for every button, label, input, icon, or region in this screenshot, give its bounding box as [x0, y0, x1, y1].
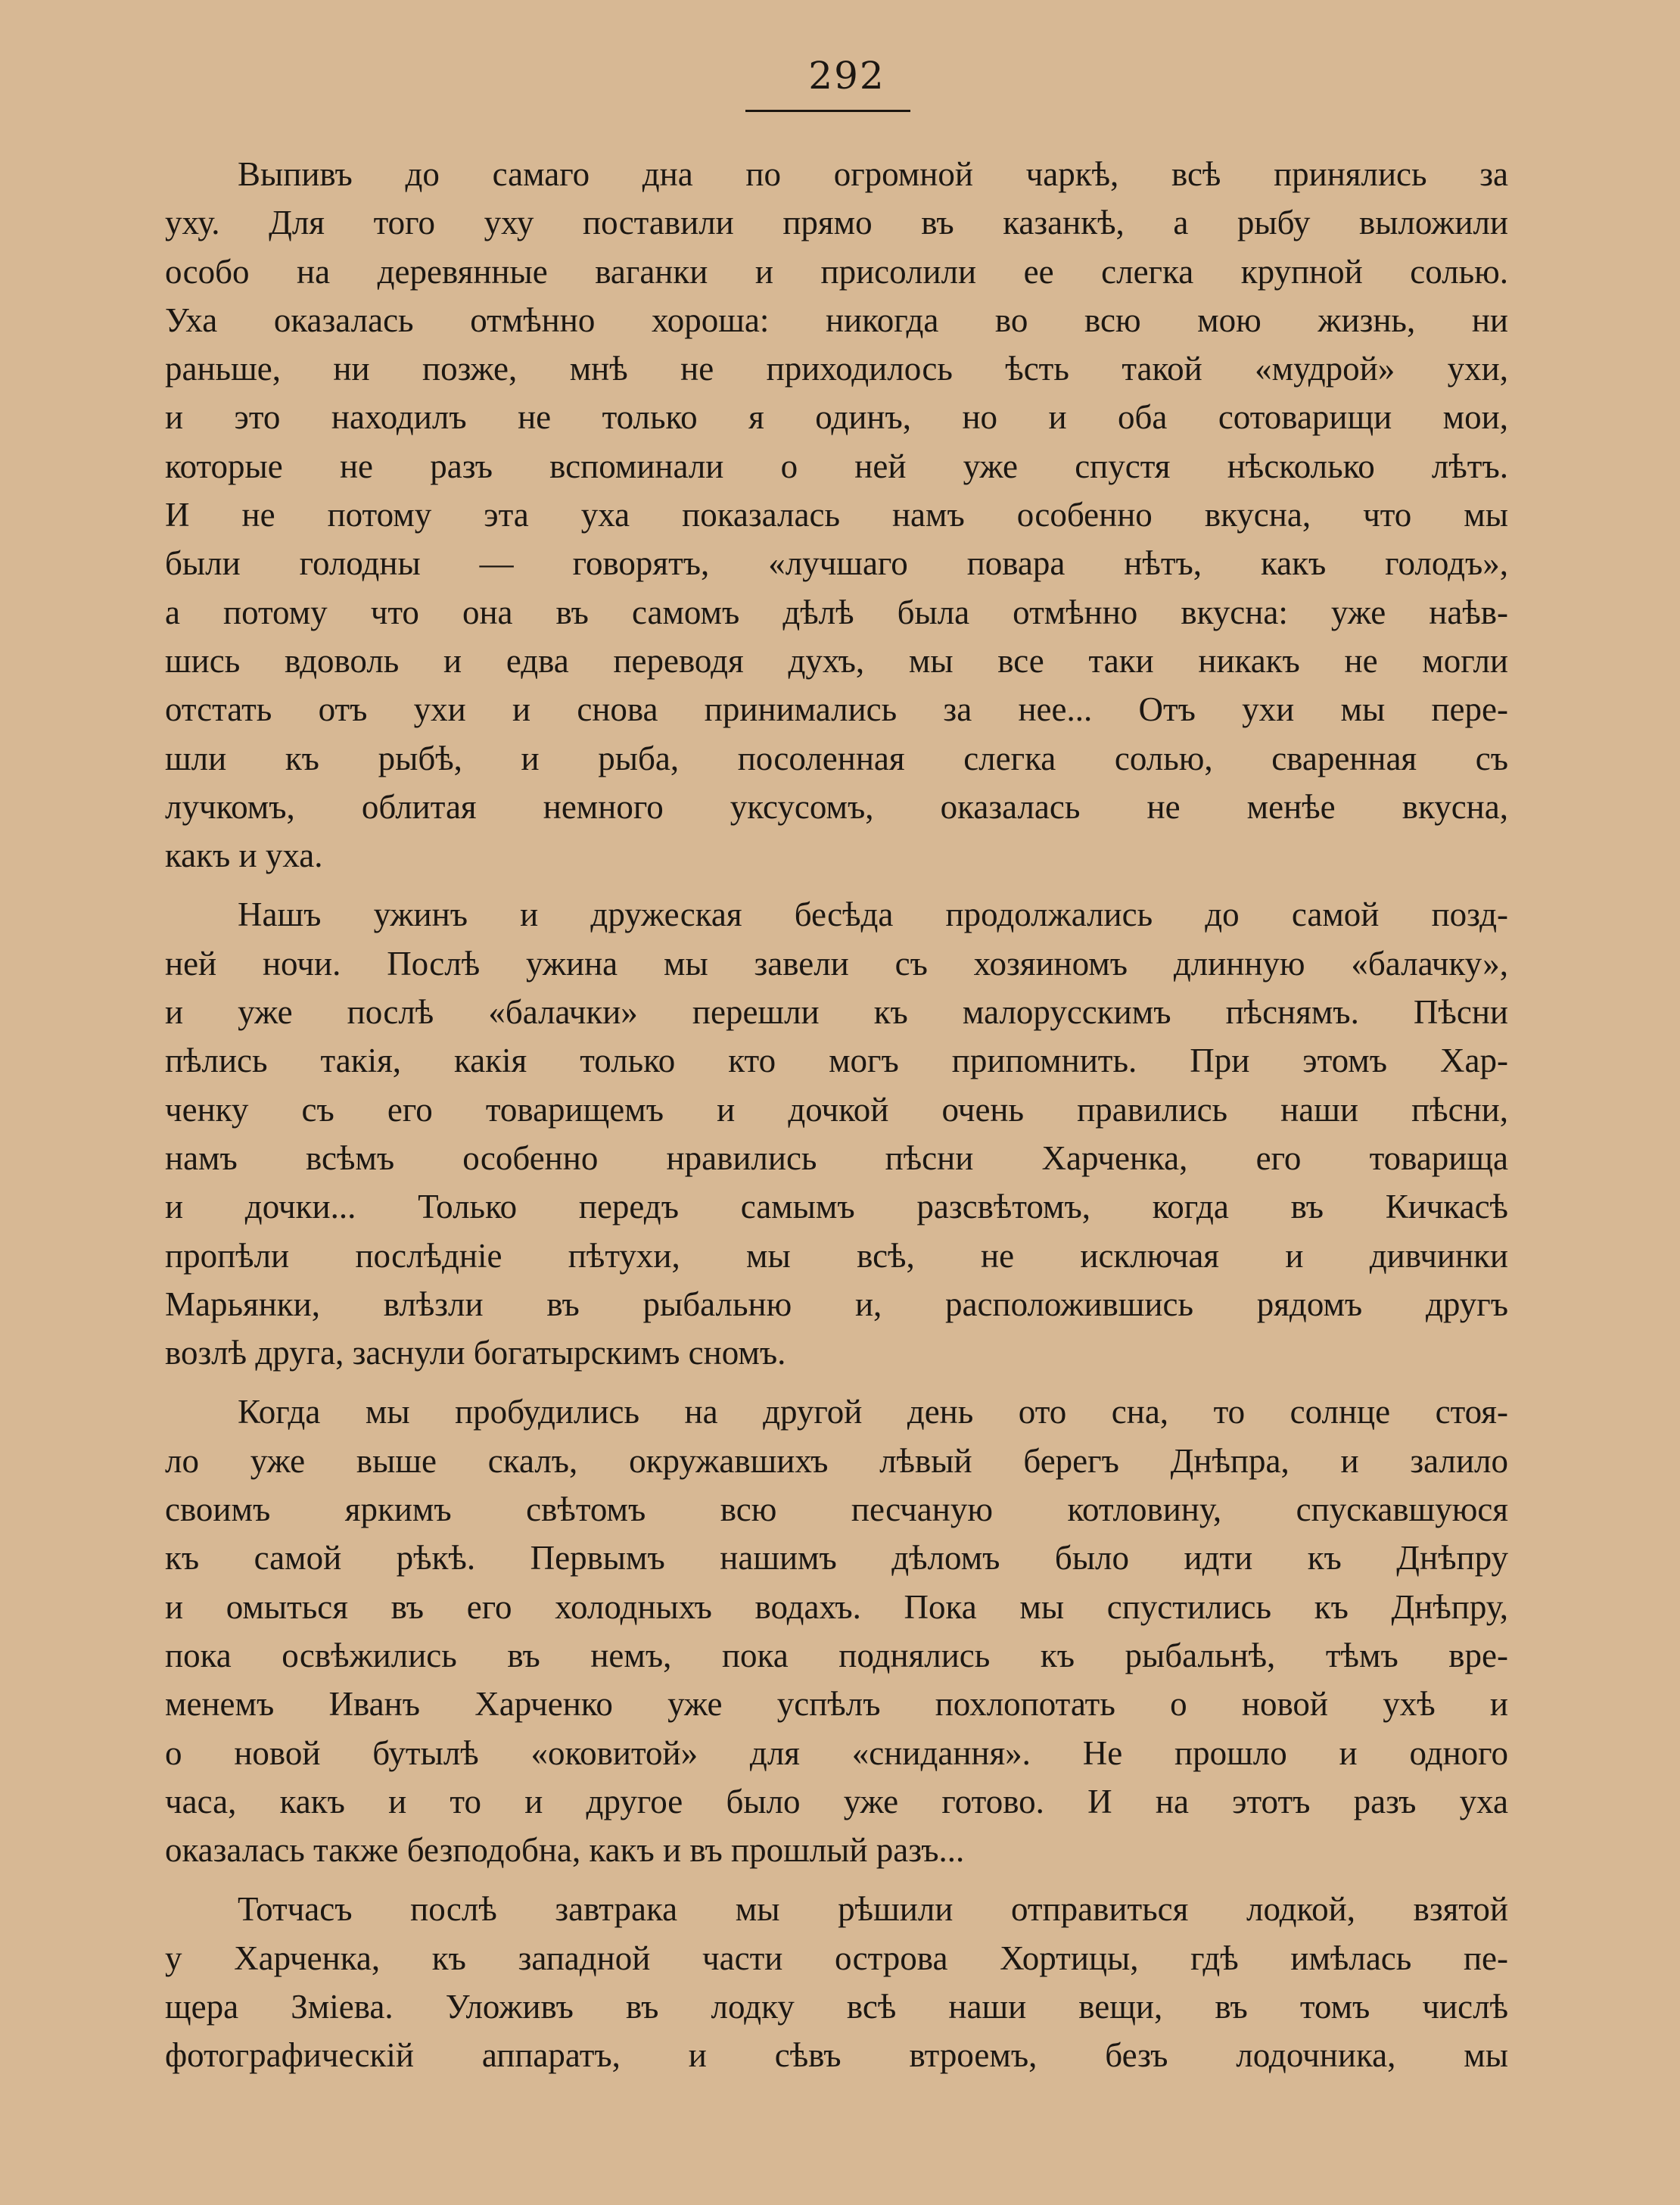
text-line: у Харченка, къ западной части острова Хортицы, гдѣ имѣлась пе-	[165, 1939, 1508, 1977]
text-line: оказалась также безподобна, какъ и въ прошлый разъ...	[165, 1831, 965, 1870]
text-line: намъ всѣмъ особенно нравились пѣсни Харченка, его товарища	[165, 1138, 1508, 1177]
page-number: 292	[808, 54, 885, 98]
text-line: И не потому эта уха показалась намъ особенно вкусна, что мы	[165, 496, 1508, 534]
text-line: пѣлись такія, какія только кто могъ припомнить. При этомъ Хар-	[165, 1042, 1508, 1080]
text-line: особо на деревянные ваганки и присолили ее слегка крупной солью.	[165, 252, 1508, 291]
paragraph	[165, 1387, 1508, 1874]
text-line: Выпивъ до самаго дна по огромной чаркѣ, всѣ принялись за	[238, 155, 1508, 193]
text-line: къ самой рѣкѣ. Первымъ нашимъ дѣломъ было идти къ Днѣпру	[165, 1539, 1508, 1577]
text-line: какъ и уха.	[165, 836, 323, 875]
text-line: и уже послѣ «балачки» перешли къ малорусскимъ пѣснямъ. Пѣсни	[165, 993, 1508, 1032]
text-line: и это находилъ не только я одинъ, но и оба сотоварищи мои,	[165, 398, 1508, 437]
text-line: и дочки... Только передъ самымъ разсвѣтомъ, когда въ Кичкасѣ	[165, 1188, 1508, 1226]
text-line: ло уже выше скалъ, окружавшихъ лѣвый берегъ Днѣпра, и залило	[165, 1441, 1508, 1480]
text-line: о новой бутылѣ «оковитой» для «снидання». Не прошло и одного	[165, 1733, 1508, 1772]
text-line: своимъ яркимъ свѣтомъ всю песчаную котловину, спускавшуюся	[165, 1490, 1508, 1529]
text-line: менемъ Иванъ Харченко уже успѣлъ похлопотать о новой ухѣ и	[165, 1685, 1508, 1724]
text-line: лучкомъ, облитая немного уксусомъ, оказалась не менѣе вкусна,	[165, 787, 1508, 826]
text-line: Марьянки, влѣзли въ рыбальню и, расположившись рядомъ другъ	[165, 1285, 1508, 1323]
text-line: уху. Для того уху поставили прямо въ казанкѣ, а рыбу выложили	[165, 204, 1508, 242]
text-line: раньше, ни позже, мнѣ не приходилось ѣсть такой «мудрой» ухи,	[165, 350, 1508, 388]
text-line: шись вдоволь и едва переводя духъ, мы все таки никакъ не могли	[165, 641, 1508, 680]
paragraph	[165, 1885, 1508, 2079]
text-line: ней ночи. Послѣ ужина мы завели съ хозяиномъ длинную «балачку»,	[165, 944, 1508, 983]
text-line: а потому что она въ самомъ дѣлѣ была отмѣнно вкусна: уже наѣв-	[165, 593, 1508, 631]
text-line: которые не разъ вспоминали о ней уже спустя нѣсколько лѣтъ.	[165, 447, 1508, 485]
text-line: пропѣли послѣдніе пѣтухи, мы всѣ, не исключая и дивчинки	[165, 1236, 1508, 1275]
text-line: и омыться въ его холодныхъ водахъ. Пока мы спустились къ Днѣпру,	[165, 1587, 1508, 1626]
page-number-rule	[745, 110, 910, 112]
paragraph	[165, 150, 1508, 880]
paragraph	[165, 890, 1508, 1377]
text-line: Когда мы пробудились на другой день ото сна, то солнце стоя-	[238, 1393, 1508, 1431]
text-line: возлѣ друга, заснули богатырскимъ сномъ.	[165, 1334, 786, 1372]
text-line: щера Зміева. Уложивъ въ лодку всѣ наши вещи, въ томъ числѣ	[165, 1987, 1508, 2026]
text-line: фотографическій аппаратъ, и сѣвъ втроемъ, безъ лодочника, мы	[165, 2036, 1508, 2075]
text-line: пока освѣжились въ немъ, пока поднялись къ рыбальнѣ, тѣмъ вре-	[165, 1636, 1508, 1674]
text-line: отстать отъ ухи и снова принимались за нее... Отъ ухи мы пере-	[165, 690, 1508, 729]
text-line: часа, какъ и то и другое было уже готово. И на этотъ разъ уха	[165, 1782, 1508, 1820]
text-line: шли къ рыбѣ, и рыба, посоленная слегка солью, сваренная съ	[165, 739, 1508, 777]
text-line: Нашъ ужинъ и дружеская бесѣда продолжались до самой позд-	[238, 895, 1508, 934]
text-line: Уха оказалась отмѣнно хороша: никогда во всю мою жизнь, ни	[165, 301, 1508, 339]
text-line: Тотчасъ послѣ завтрака мы рѣшили отправиться лодкой, взятой	[238, 1890, 1508, 1929]
body-text	[165, 150, 1508, 2091]
text-line: были голодны — говорятъ, «лучшаго повара нѣтъ, какъ голодъ»,	[165, 544, 1508, 583]
text-line: ченку съ его товарищемъ и дочкой очень правились наши пѣсни,	[165, 1090, 1508, 1129]
